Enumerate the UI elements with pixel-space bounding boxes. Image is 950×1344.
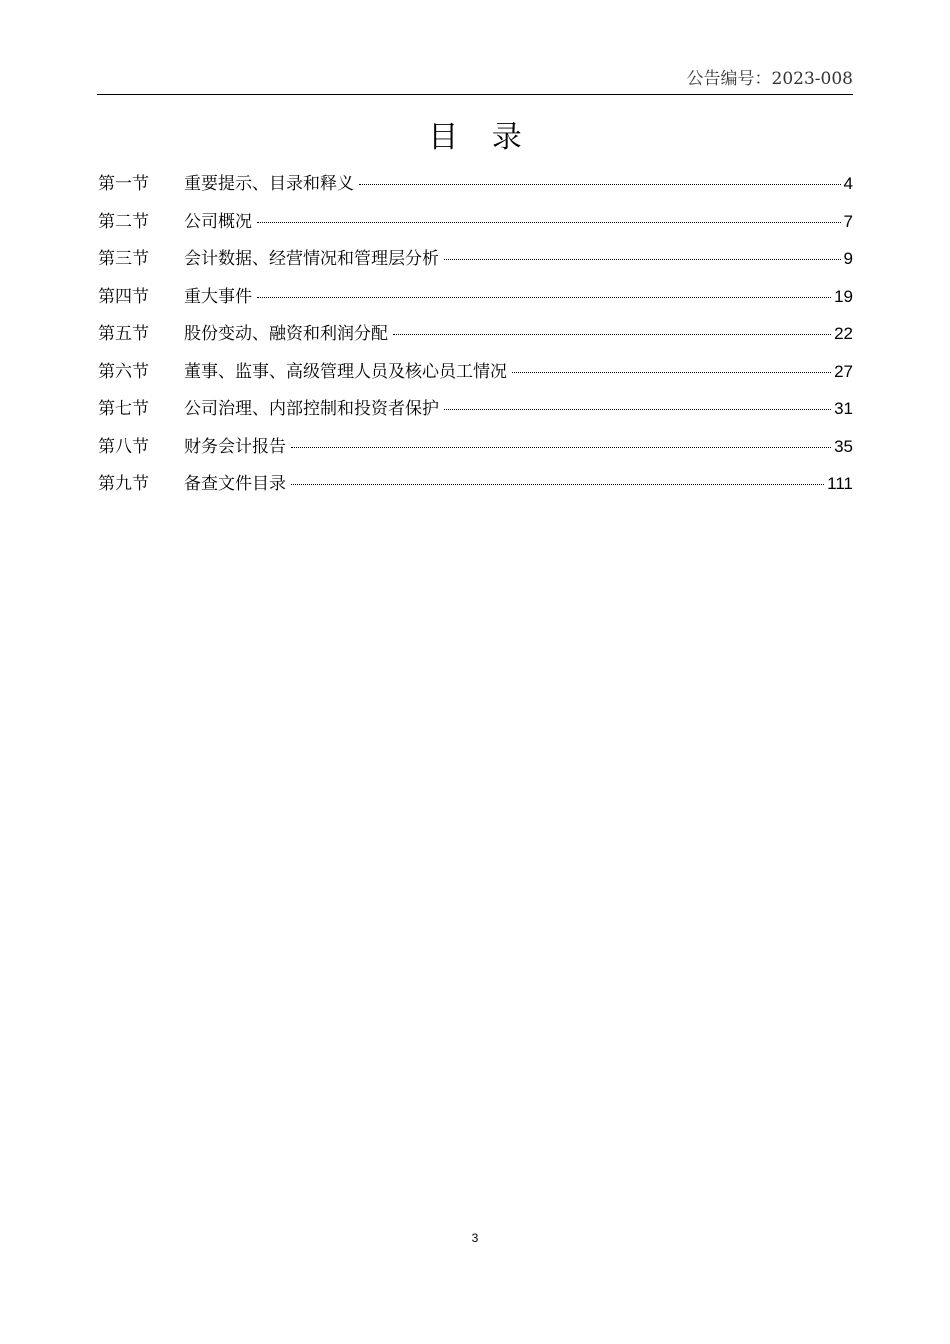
toc-entry[interactable] [98, 168, 853, 206]
toc-dot-leader [359, 184, 841, 185]
toc-section-number: 第五节 [98, 324, 149, 344]
toc-entry[interactable] [98, 318, 853, 356]
toc-dot-leader [257, 222, 841, 223]
toc-dot-leader [393, 334, 831, 335]
toc-entry[interactable] [98, 281, 853, 319]
toc-section-number: 第一节 [98, 174, 149, 194]
toc-section-number: 第六节 [98, 361, 149, 382]
toc-page-number: 27 [834, 361, 853, 381]
toc-page-number: 4 [843, 174, 853, 193]
toc-section-title: 公司概况 [184, 211, 252, 232]
toc-entry[interactable] [98, 431, 853, 469]
toc-entry[interactable] [98, 468, 853, 506]
toc-page-number: 111 [827, 474, 853, 493]
toc-page-number: 19 [834, 286, 853, 306]
toc-section-title: 财务会计报告 [184, 436, 286, 457]
toc-entry[interactable] [98, 206, 853, 244]
toc-page-number: 7 [843, 211, 853, 231]
toc-section-title: 会计数据、经营情况和管理层分析 [184, 249, 439, 269]
toc-section-number: 第七节 [98, 399, 149, 419]
toc-page-number: 22 [834, 324, 853, 343]
toc-section-number: 第三节 [98, 249, 149, 269]
toc-dot-leader [291, 447, 831, 448]
toc-section-title: 重要提示、目录和释义 [184, 174, 354, 194]
toc-dot-leader [512, 372, 831, 373]
toc-section-number: 第二节 [98, 211, 149, 232]
toc-page-number: 35 [834, 436, 853, 456]
toc-section-number: 第九节 [98, 474, 149, 494]
page-header [97, 66, 853, 95]
toc-title: 目 录 [428, 120, 534, 155]
footer-page-number: 3 [471, 1231, 479, 1245]
toc-list [98, 168, 853, 506]
toc-section-title: 董事、监事、高级管理人员及核心员工情况 [184, 361, 507, 382]
toc-section-title: 股份变动、融资和利润分配 [184, 324, 388, 344]
toc-dot-leader [291, 484, 824, 485]
toc-page-number: 31 [834, 399, 853, 418]
toc-section-title: 备查文件目录 [184, 474, 286, 494]
toc-page-number: 9 [843, 249, 853, 268]
toc-entry[interactable] [98, 393, 853, 431]
toc-section-title: 公司治理、内部控制和投资者保护 [184, 399, 439, 419]
toc-section-number: 第四节 [98, 286, 149, 307]
toc-entry[interactable] [98, 356, 853, 394]
toc-dot-leader [444, 409, 831, 410]
toc-section-number: 第八节 [98, 436, 149, 457]
toc-entry[interactable] [98, 243, 853, 281]
toc-dot-leader [257, 297, 831, 298]
toc-dot-leader [444, 259, 841, 260]
toc-section-title: 重大事件 [184, 286, 252, 307]
announcement-number: 公告编号：2023-008 [686, 69, 853, 89]
